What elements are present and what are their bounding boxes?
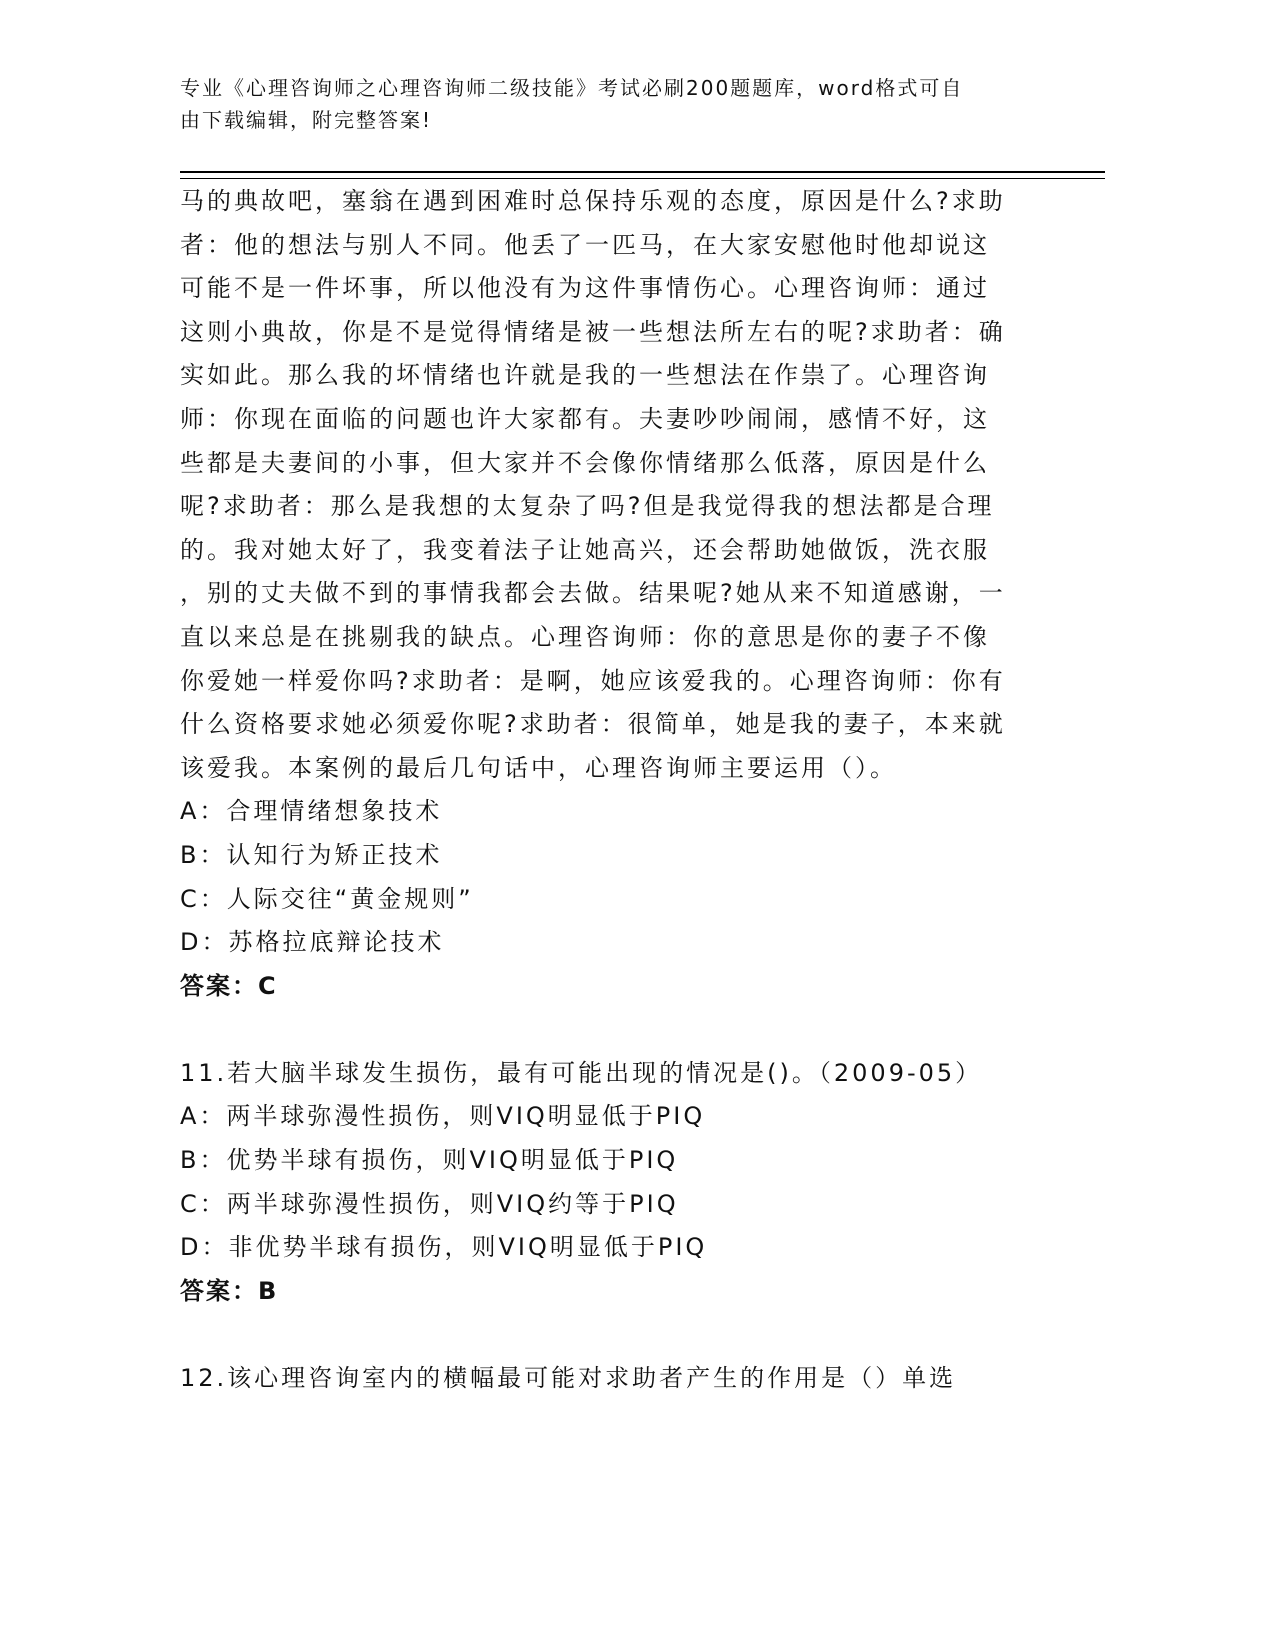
question-text-line: 实如此。那么我的坏情绪也许就是我的一些想法在作祟了。心理咨询 [180, 361, 990, 390]
option-a: A：合理情绪想象技术 [180, 797, 443, 826]
header-line-2: 由下载编辑，附完整答案! [180, 108, 433, 132]
option-b: B：优势半球有损伤，则VIQ明显低于PIQ [180, 1146, 679, 1175]
option-b: B：认知行为矫正技术 [180, 840, 443, 869]
option-a: A：两半球弥漫性损伤，则VIQ明显低于PIQ [180, 1102, 706, 1131]
option-c: C：两半球弥漫性损伤，则VIQ约等于PIQ [180, 1189, 679, 1218]
question-12 [180, 1357, 1110, 1401]
document-body [180, 180, 1110, 1401]
header-divider-thick [180, 171, 1105, 173]
question-text-line: 什么资格要求她必须爱你呢?求助者：很简单，她是我的妻子，本来就 [180, 710, 1006, 739]
question-text-line: 些都是夫妻间的小事，但大家并不会像你情绪那么低落，原因是什么 [180, 448, 990, 477]
question-text-line: 这则小典故，你是不是觉得情绪是被一些想法所左右的呢?求助者：确 [180, 317, 1006, 346]
question-text-line: 可能不是一件坏事，所以他没有为这件事情伤心。心理咨询师：通过 [180, 274, 990, 303]
question-text-line: 马的典故吧，塞翁在遇到困难时总保持乐观的态度，原因是什么?求助 [180, 187, 1006, 215]
header-divider-thin [180, 178, 1105, 179]
question-text-line: 该爱我。本案例的最后几句话中，心理咨询师主要运用（）。 [180, 753, 897, 782]
answer: 答案：C [180, 971, 278, 1000]
question-text-line: 师：你现在面临的问题也许大家都有。夫妻吵吵闹闹，感情不好，这 [180, 404, 990, 433]
header-line-1: 专业《心理咨询师之心理咨询师二级技能》考试必刷200题题库，word格式可自 [180, 76, 964, 100]
option-d: D：苏格拉底辩论技术 [180, 928, 445, 957]
question-text-line: ，别的丈夫做不到的事情我都会去做。结果呢?她从来不知道感谢，一 [180, 579, 1006, 608]
option-d: D：非优势半球有损伤，则VIQ明显低于PIQ [180, 1233, 708, 1262]
question-stem: 12.该心理咨询室内的横幅最可能对求助者产生的作用是（）单选 [180, 1364, 957, 1393]
question-text-line: 呢?求助者：那么是我想的太复杂了吗?但是我觉得我的想法都是合理 [180, 492, 995, 521]
question-text-line: 直以来总是在挑剔我的缺点。心理咨询师：你的意思是你的妻子不像 [180, 622, 990, 651]
question-text-line: 的。我对她太好了，我变着法子让她高兴，还会帮助她做饭，洗衣服 [180, 535, 990, 564]
option-c: C：人际交往“黄金规则” [180, 884, 474, 913]
question-text-line: 你爱她一样爱你吗?求助者：是啊，她应该爱我的。心理咨询师：你有 [180, 666, 1006, 695]
question-text-line: 者：他的想法与别人不同。他丢了一匹马，在大家安慰他时他却说这 [180, 230, 990, 259]
question-11 [180, 1052, 1110, 1314]
document-header [180, 72, 1080, 136]
question-10 [180, 180, 1110, 1008]
answer: 答案：B [180, 1276, 279, 1305]
question-stem: 11.若大脑半球发生损伤，最有可能出现的情况是()。（2009-05） [180, 1058, 983, 1087]
